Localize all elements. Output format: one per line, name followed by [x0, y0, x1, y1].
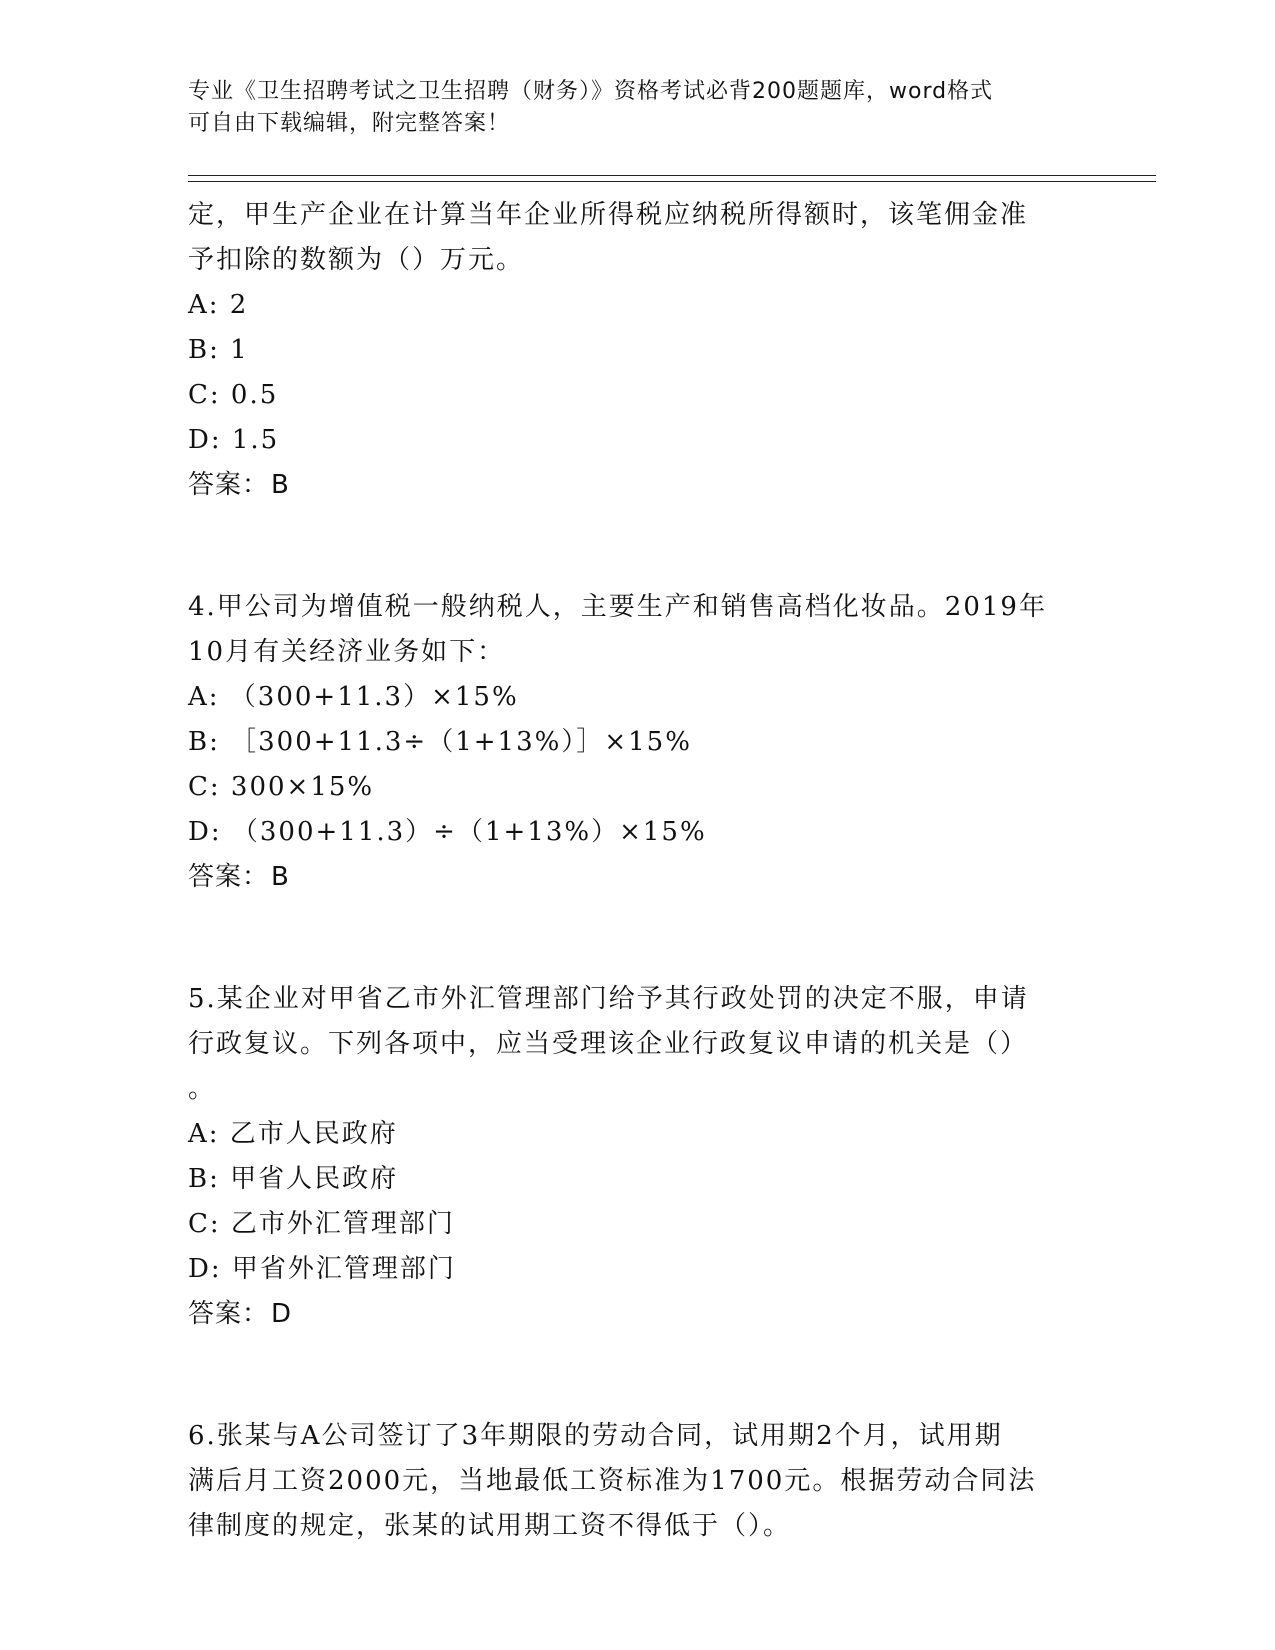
option-b: B: ［300+11.3÷（1+13%）］×15% — [188, 727, 692, 757]
answer-line — [188, 463, 1068, 508]
option-a: A: 乙市人民政府 — [188, 1119, 398, 1149]
question-item — [188, 585, 1068, 900]
option-c: C: 300×15% — [188, 772, 375, 802]
question-item — [188, 977, 1068, 1337]
option-b: B: 甲省人民政府 — [188, 1164, 399, 1194]
option-d: D: （300+11.3）÷（1+13%）×15% — [188, 817, 707, 847]
option-d: D: 1.5 — [188, 425, 280, 455]
answer-value: B — [271, 470, 290, 500]
header-line-2: 可自由下载编辑，附完整答案！ — [188, 111, 511, 136]
answer-label: 答案： — [188, 862, 270, 892]
document-header — [188, 76, 1088, 140]
question-text-line: 。 — [188, 1074, 217, 1104]
answer-label: 答案： — [188, 1299, 270, 1329]
question-text-line: 满后月工资2000元，当地最低工资标准为1700元。根据劳动合同法 — [188, 1466, 1037, 1496]
question-text-line: 定，甲生产企业在计算当年企业所得税应纳税所得额时，该笔佣金准 — [188, 200, 1029, 230]
question-text-line: 5.某企业对甲省乙市外汇管理部门给予其行政处罚的决定不服，申请 — [188, 984, 1029, 1014]
answer-line — [188, 1292, 1068, 1337]
answer-value: B — [271, 862, 290, 892]
header-rule-top — [188, 175, 1156, 176]
question-list — [188, 193, 1068, 1549]
option-a: A: 2 — [188, 290, 249, 320]
header-rule-bottom — [188, 181, 1156, 182]
question-text-line: 6.张某与A公司签订了3年期限的劳动合同，试用期2个月，试用期 — [188, 1421, 1003, 1451]
question-text-line: 律制度的规定，张某的试用期工资不得低于（）。 — [188, 1511, 792, 1541]
question-text-line: 行政复议。下列各项中，应当受理该企业行政复议申请的机关是（） — [188, 1029, 1029, 1059]
question-text-line: 4.甲公司为增值税一般纳税人，主要生产和销售高档化妆品。2019年 — [188, 592, 1047, 622]
option-b: B: 1 — [188, 335, 249, 365]
question-item — [188, 1414, 1068, 1549]
option-c: C: 0.5 — [188, 380, 279, 410]
question-item — [188, 193, 1068, 508]
answer-label: 答案： — [188, 470, 270, 500]
header-line-1: 专业《卫生招聘考试之卫生招聘（财务）》资格考试必背200题题库，word格式 — [188, 79, 994, 104]
option-d: D: 甲省外汇管理部门 — [188, 1254, 456, 1284]
question-text-line: 予扣除的数额为（）万元。 — [188, 245, 525, 275]
answer-value: D — [271, 1299, 293, 1329]
option-a: A: （300+11.3）×15% — [188, 682, 519, 712]
option-c: C: 乙市外汇管理部门 — [188, 1209, 455, 1239]
question-text-line: 10月有关经济业务如下： — [188, 637, 506, 667]
answer-line — [188, 855, 1068, 900]
